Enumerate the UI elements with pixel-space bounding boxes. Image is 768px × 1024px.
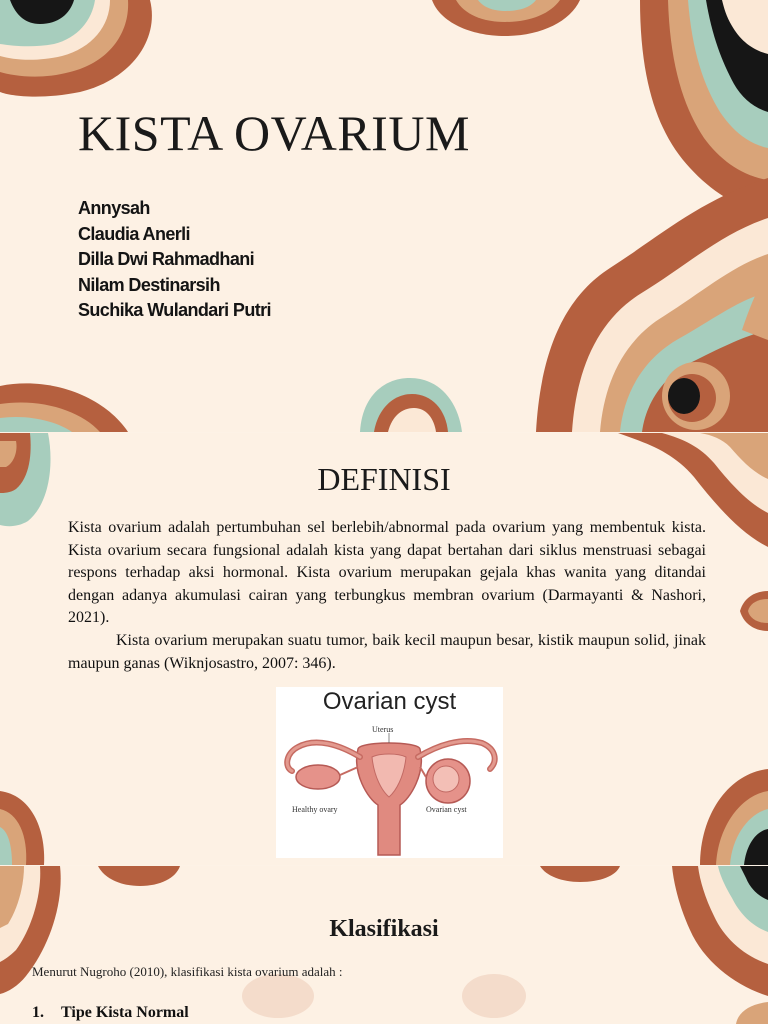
blob-bottom-faint <box>242 974 526 1018</box>
author-name: Suchika Wulandari Putri <box>78 300 271 320</box>
blob-right-bottom <box>700 769 768 865</box>
decorative-organic-shapes <box>0 866 768 1024</box>
definition-slide <box>0 433 768 865</box>
blob-top-left <box>0 0 152 97</box>
figure-title: Ovarian cyst <box>322 688 457 715</box>
blob-top-right <box>640 0 768 212</box>
blob-top-center <box>432 0 580 36</box>
blob-top-center-right <box>540 866 620 882</box>
label-healthy-ovary: Healthy ovary <box>292 805 338 814</box>
author-name: Annysah <box>78 198 150 218</box>
author-name: Dilla Dwi Rahmadhani <box>78 249 255 269</box>
blob-top-center <box>98 866 180 886</box>
title-slide <box>0 0 768 432</box>
ovarian-cyst-illustration <box>276 687 503 858</box>
label-ovarian-cyst: Ovarian cyst <box>426 805 467 814</box>
intro-text: Menurut Nugroho (2010), klasifikasi kista ovarium adalah : <box>32 964 343 979</box>
blob-left-bottom <box>0 791 44 865</box>
label-uterus: Uterus <box>372 725 394 734</box>
classification-slide <box>0 866 768 1024</box>
paragraph: Kista ovarium merupakan suatu tumor, baik kecil maupun besar, kistik maupun solid, jinak maupun ganas (Wiknjosastro, 2007: 346). <box>68 631 706 672</box>
definition-text <box>68 517 706 675</box>
list-number: 1. <box>32 1004 44 1021</box>
paragraph: Kista ovarium adalah pertumbuhan sel berlebih/abnormal pada ovarium yang membentuk kista. Kista ovarium secara fungsional adalah kista yang dapat bertahan dari siklus menstruasi sebagai respons terhadap aksi hormonal. Kista ovarium merupakan gejala khas wanita yang ditandai dengan adanya akumulasi cairan yang terbungkus membran ovarium (Darmayanti & Nashori, 2021). <box>68 519 706 627</box>
blob-right <box>672 866 768 1024</box>
blob-bottom-left <box>0 383 128 432</box>
presentation-title: KISTA OVARIUM <box>78 105 470 161</box>
blob-right-wave <box>536 178 768 432</box>
author-list <box>78 196 271 324</box>
blob-right-middle <box>740 591 768 631</box>
list-item <box>32 1004 189 1022</box>
list-text: Tipe Kista Normal <box>61 1004 189 1021</box>
author-name: Claudia Anerli <box>78 223 190 244</box>
blob-bottom-center <box>360 378 462 432</box>
uterus-diagram-icon <box>276 687 503 858</box>
section-heading: DEFINISI <box>317 461 451 497</box>
section-heading: Klasifikasi <box>329 916 439 942</box>
author-name: Nilam Destinarsih <box>78 274 220 295</box>
